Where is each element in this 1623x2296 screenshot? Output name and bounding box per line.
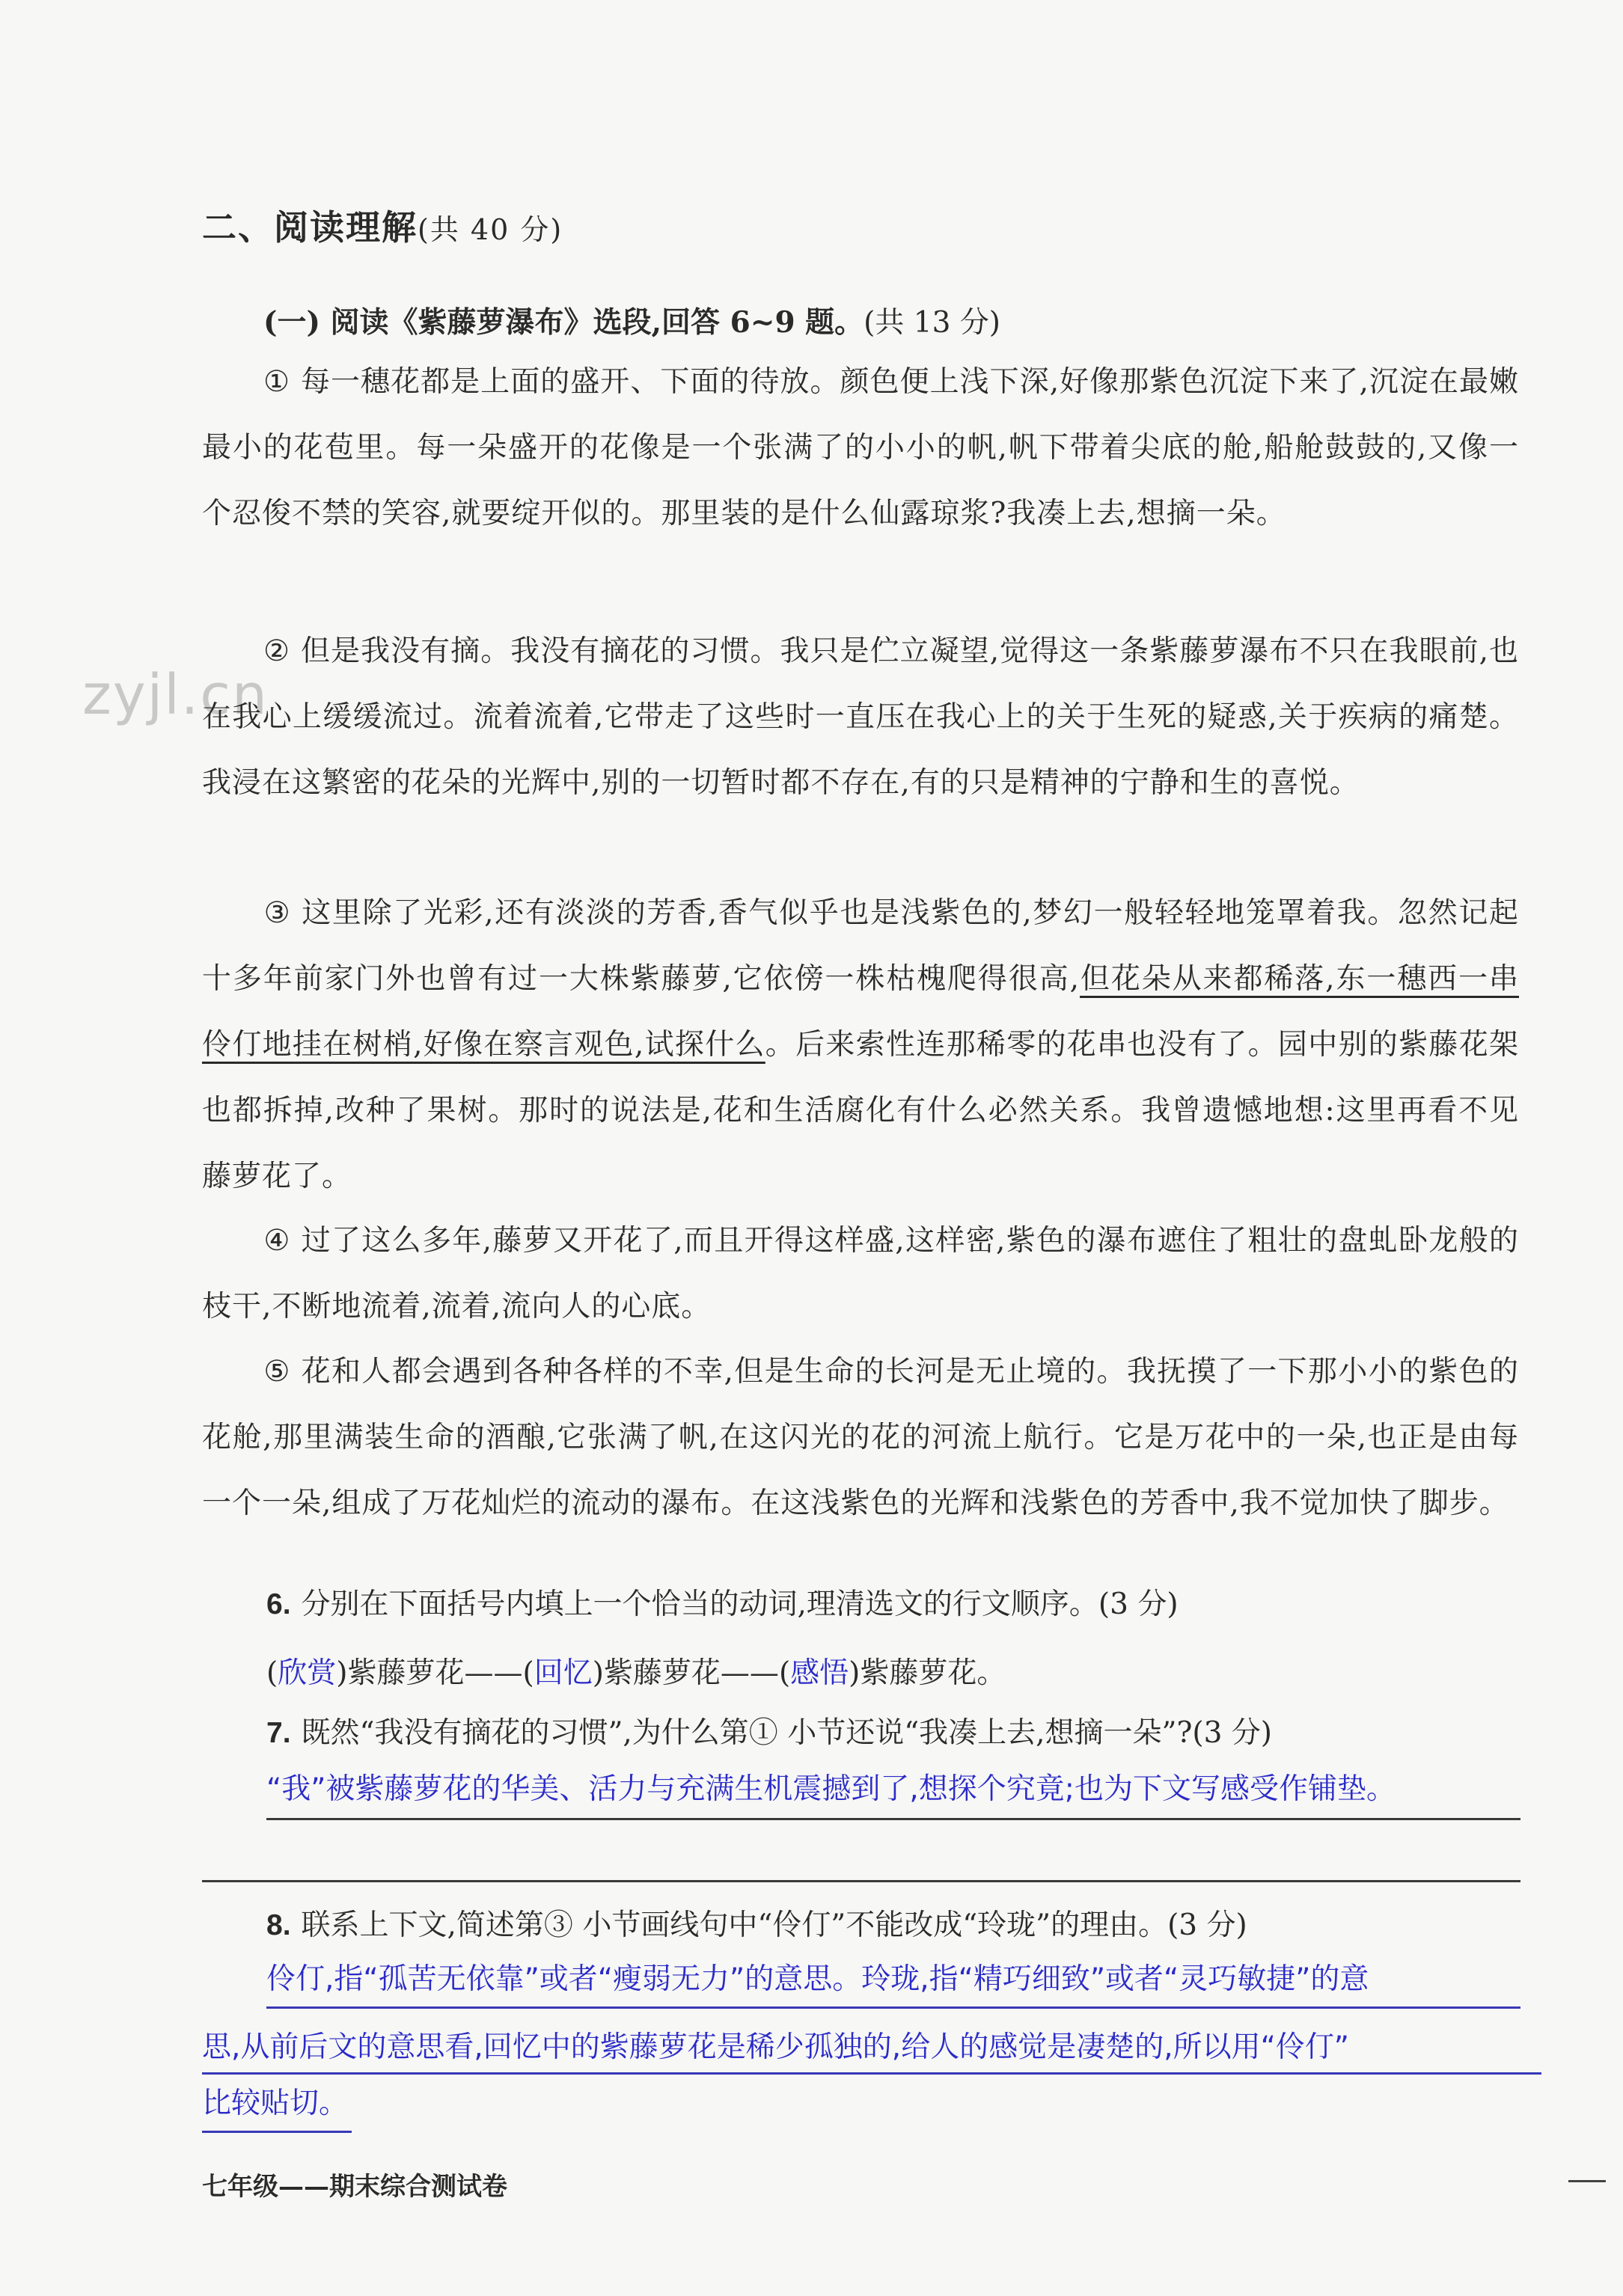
footer: 七年级——期末综合测试卷 — [202, 2172, 507, 2202]
paragraph-number: ② — [263, 634, 291, 668]
question-prompt: 既然“我没有摘花的习惯”,为什么第① 小节还说“我凑上去,想摘一朵”?(3 分) — [301, 1716, 1273, 1750]
question-prompt: 分别在下面括号内填上一个恰当的动词,理清选文的行文顺序。(3 分) — [301, 1588, 1179, 1621]
fill-answer-2[interactable]: 回忆 — [534, 1656, 593, 1690]
paragraph-number: ③ — [263, 896, 292, 930]
subsection-title — [263, 299, 1000, 341]
answer-rule — [202, 2072, 1541, 2075]
question-number: 7. — [266, 1717, 291, 1749]
paragraph-text: 这里除了光彩,还有淡淡的芳香,香气似乎也是浅紫色的,梦幻一般轻轻地笼罩着我。忽然记起十多年前家门外也曾有过一大株紫藤萝,它依傍一株枯槐爬得很高, — [202, 896, 1519, 996]
question-7-answer[interactable]: “我”被紫藤萝花的华美、活力与充满生机震撼到了,想探个究竟;也为下文写感受作铺垫。 — [266, 1772, 1396, 1806]
question-8-answer-line-3[interactable]: 比较贴切。 — [202, 2087, 349, 2120]
paragraph-number: ⑤ — [263, 1355, 291, 1389]
paragraph-text: 花和人都会遇到各种各样的不幸,但是生命的长河是无止境的。我抚摸了一下那小小的紫色的花舱,那里满装生命的酒酿,它张满了帆,在这闪光的花的河流上航行。它是万花中的一朵,也正是由每一个一朵,组成了万花灿烂的流动的瀑布。在这浅紫色的光辉和浅紫色的芳香中,我不觉加快了脚步。 — [202, 1355, 1519, 1520]
paragraph-5 — [202, 1339, 1519, 1537]
paragraph-4 — [202, 1208, 1519, 1340]
paragraph-2 — [202, 619, 1519, 816]
paragraph-1 — [202, 349, 1519, 547]
answer-rule — [202, 2131, 352, 2133]
paragraph-text: 但是我没有摘。我没有摘花的习惯。我只是伫立凝望,觉得这一条紫藤萝瀑布不只在我眼前,也在我心上缓缓流过。流着流着,它带走了这些时一直压在我心上的关于生死的疑惑,关于疾病的痛楚。我浸在这繁密的花朵的光辉中,别的一切暂时都不存在,有的只是精神的宁静和生的喜悦。 — [202, 634, 1520, 800]
answer-rule — [266, 1818, 1520, 1820]
page-dash — [1568, 2180, 1606, 2182]
subsection-points: (共 13 分) — [864, 306, 1001, 340]
subsection-title-text: (一) 阅读《紫藤萝瀑布》选段,回答 6~9 题。 — [263, 305, 864, 340]
question-number: 8. — [266, 1909, 291, 1941]
fill-answer-3[interactable]: 感悟 — [790, 1656, 849, 1690]
paragraph-text: 过了这么多年,藤萝又开花了,而且开得这样盛,这样密,紫色的瀑布遮住了粗壮的盘虬卧龙般的枝干,不断地流着,流着,流向人的心底。 — [202, 1224, 1519, 1323]
watermark: zyjl.cn — [82, 663, 269, 727]
question-8-answer-line-1[interactable]: 伶仃,指“孤苦无依靠”或者“瘦弱无力”的意思。玲珑,指“精巧细致”或者“灵巧敏捷”的意 — [266, 1962, 1369, 1996]
question-7 — [266, 1711, 1523, 1756]
paragraph-number: ① — [263, 365, 290, 399]
question-prompt: 联系上下文,简述第③ 小节画线句中“伶仃”不能改成“玲珑”的理由。(3 分) — [301, 1908, 1247, 1942]
fill-answer-1[interactable]: 欣赏 — [278, 1656, 337, 1690]
section-points: (共 40 分) — [418, 213, 563, 246]
question-6-fill: (欣赏)紫藤萝花——(回忆)紫藤萝花——(感悟)紫藤萝花。 — [266, 1656, 1006, 1690]
paragraph-number: ④ — [263, 1224, 291, 1258]
paragraph-text: 。后来索性连那稀零的花串也没有了。园中别的紫藤花架也都拆掉,改种了果树。那时的说法是,花和生活腐化有什么必然关系。我曾遗憾地想:这里再看不见藤萝花了。 — [202, 1028, 1519, 1193]
answer-rule — [202, 1880, 1520, 1882]
question-8-answer-line-2[interactable]: 思,从前后文的意思看,回忆中的紫藤萝花是稀少孤独的,给人的感觉是凄楚的,所以用“伶仃” — [202, 2030, 1349, 2064]
question-6 — [266, 1582, 1523, 1627]
question-8 — [266, 1903, 1523, 1948]
answer-rule — [266, 2006, 1520, 2009]
section-title-text: 二、阅读理解 — [202, 207, 418, 248]
paragraph-text: 每一穗花都是上面的盛开、下面的待放。颜色便上浅下深,好像那紫色沉淀下来了,沉淀在最嫩最小的花苞里。每一朵盛开的花像是一个张满了的小小的帆,帆下带着尖底的舱,船舱鼓鼓的,又像一个忍俊不禁的笑容,就要绽开似的。那里装的是什么仙露琼浆?我凑上去,想摘一朵。 — [202, 365, 1519, 530]
section-title — [202, 200, 563, 250]
underlined-sentence: 但花朵从来都稀落,东一穗西一串伶仃地挂在树梢,好像在察言观色,试探什么 — [202, 962, 1519, 1062]
question-number: 6. — [266, 1588, 291, 1620]
paragraph-3 — [202, 881, 1519, 1210]
